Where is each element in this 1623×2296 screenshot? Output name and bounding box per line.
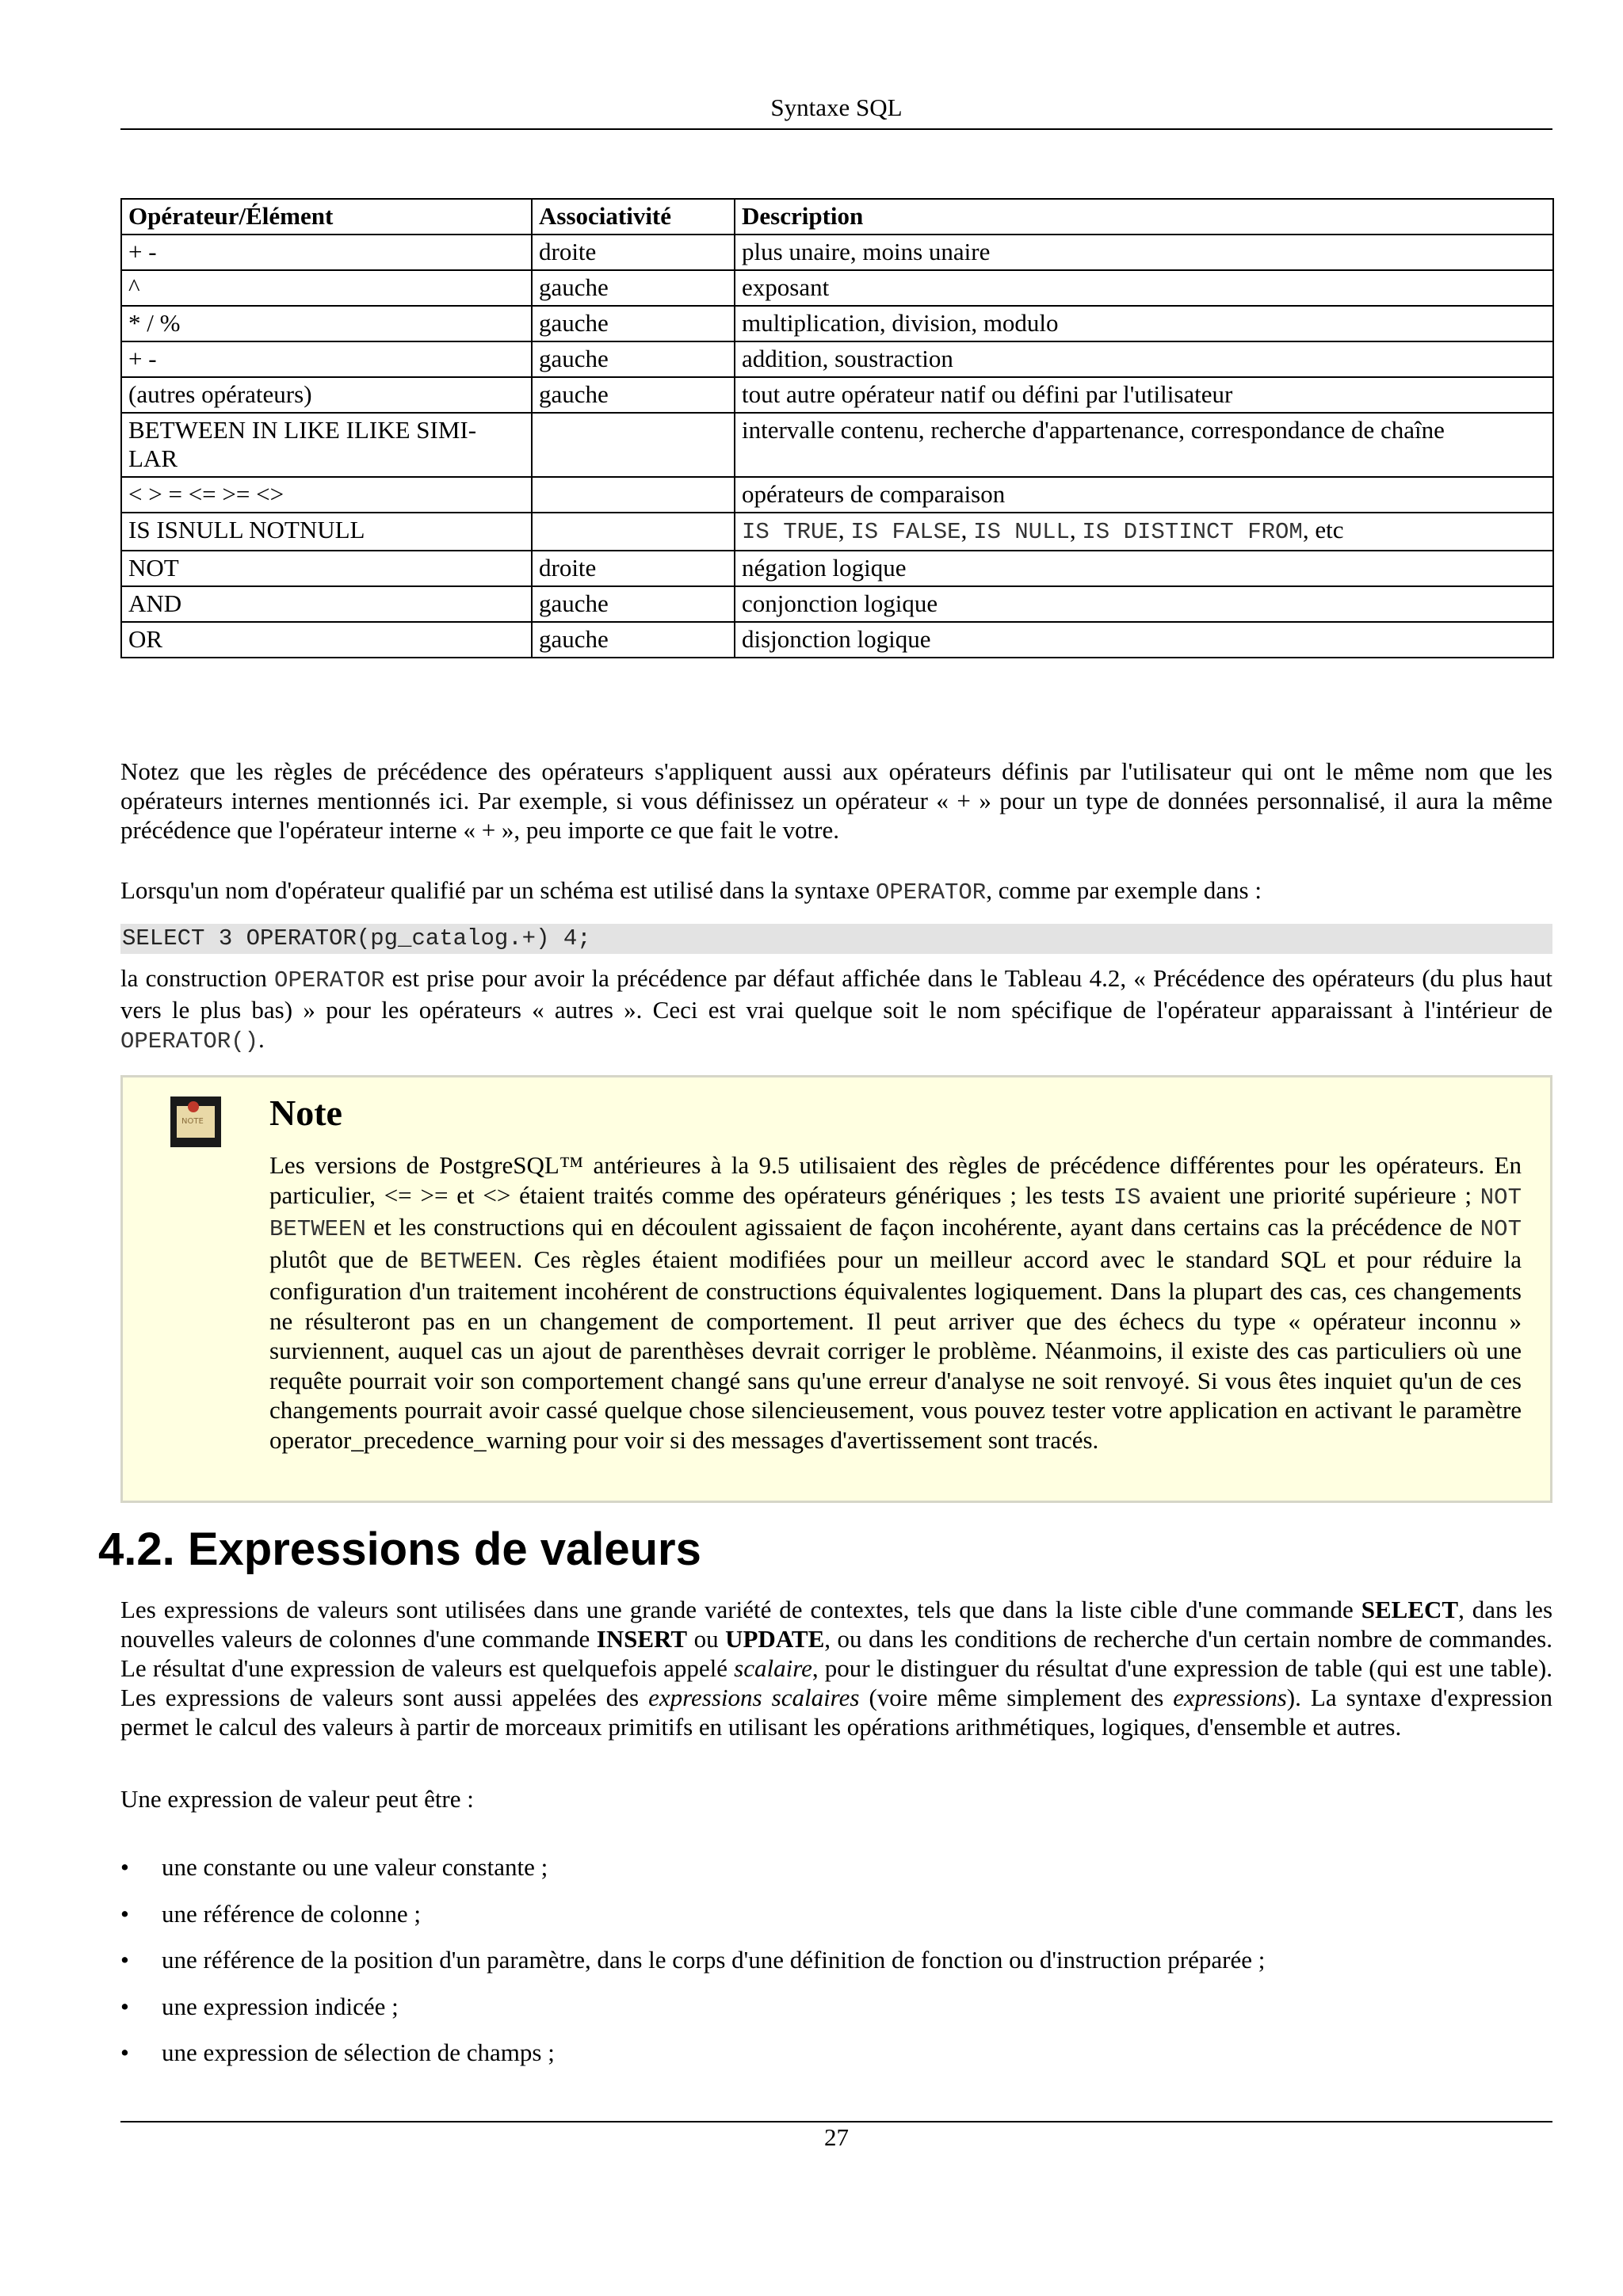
- code-is-true: IS TRUE: [742, 519, 838, 545]
- keyword-insert: INSERT: [596, 1625, 688, 1653]
- bullet-icon: •: [120, 1853, 129, 1881]
- value-expression-list: [120, 1852, 1552, 2084]
- note-body: Les versions de PostgreSQL™ antérieures à la 9.5 utilisaient des règles de précédence différentes pour les opérateurs. En particulier, <= >= et <> étaient traités comme des opérateurs génériques ; les tests IS avaient une priorité supérieure ; NOT BETWEEN et les constructions qui en découlent agissaient de façon incohérente, ayant dans certains cas la précédence de NOT plutôt que de BETWEEN. Ces règles étaient modifiées pour un meilleur accord avec le standard SQL et pour réduire la configuration d'un traitement incohérent de constructions équivalentes logiquement. Dans la plupart des cas, ces changements ne résulteront pas en un changement de comportement. Il peut arriver que des échecs du type « opérateur inconnu » surviennent, auquel cas un ajout de parenthèses devrait corriger le problème. Néanmoins, il existe des cas particuliers où une requête pourrait voir son comportement changé sans qu'une erreur d'analyse ne soit renvoyé. Si vous êtes inquiet qu'un de ces changements pourrait avoir cassé quelque chose silencieusement, vous pouvez tester votre application en activant le paramètre operator_precedence_warning pour voir si des messages d'avertissement sont tracés.: [269, 1151, 1522, 1454]
- description-cell: plus unaire, moins unaire: [735, 235, 1553, 270]
- running-header: Syntaxe SQL: [770, 93, 903, 121]
- bullet-icon: •: [120, 1946, 129, 1974]
- list-item: • une référence de la position d'un paramètre, dans le corps d'une définition de fonction ou d'instruction préparée ;: [120, 1946, 1266, 1974]
- operator-cell: + -: [121, 235, 532, 270]
- operator-cell: AND: [121, 586, 532, 622]
- associativity-cell: [532, 513, 735, 551]
- table-row: [121, 341, 1553, 377]
- associativity-cell: gauche: [532, 306, 735, 341]
- description-cell: IS TRUE, IS FALSE, IS NULL, IS DISTINCT FROM, etc: [735, 513, 1553, 551]
- header-rule: [120, 128, 1552, 130]
- description-cell: opérateurs de comparaison: [735, 477, 1553, 513]
- inline-code: OPERATOR: [274, 967, 385, 994]
- operator-cell: ^: [121, 270, 532, 306]
- inline-code: IS: [1113, 1184, 1141, 1211]
- table-header-row: [121, 199, 1553, 235]
- associativity-cell: gauche: [532, 270, 735, 306]
- list-item: • une expression indicée ;: [120, 1992, 399, 2020]
- note-admonition: [120, 1075, 1552, 1503]
- value-expressions-paragraph: Les expressions de valeurs sont utilisées dans une grande variété de contextes, tels que dans la liste cible d'une commande SELECT, dans les nouvelles valeurs de colonnes d'une commande INSERT ou UPDATE, ou dans les conditions de recherche d'un certain nombre de commandes. Le résultat d'une expression de valeurs est quelquefois appelé scalaire, pour le distinguer du résultat d'une expression de table (qui est une table). Les expressions de valeurs sont aussi appelées des expressions scalaires (voire même simplement des expressions). La syntaxe d'expression permet le calcul des valeurs à partir de morceaux primitifs en utilisant les opérations arithmétiques, logiques, d'ensemble et autres.: [120, 1596, 1553, 1741]
- code-example: SELECT 3 OPERATOR(pg_catalog.+) 4;: [120, 924, 1552, 954]
- table-row: [121, 622, 1553, 658]
- operator-cell: * / %: [121, 306, 532, 341]
- bullet-icon: •: [120, 2039, 129, 2066]
- table-row: [121, 413, 1553, 477]
- footer-rule: [120, 2121, 1552, 2122]
- term-scalaire: scalaire: [734, 1654, 812, 1682]
- term-expressions: expressions: [1173, 1684, 1287, 1711]
- operator-cell: < > = <= >= <>: [121, 477, 532, 513]
- associativity-cell: droite: [532, 551, 735, 586]
- list-item: • une expression de sélection de champs ;: [120, 2039, 555, 2066]
- bullet-icon: •: [120, 1992, 129, 2020]
- table-row: [121, 551, 1553, 586]
- description-cell: addition, soustraction: [735, 341, 1553, 377]
- term-expressions-scalaires: expressions scalaires: [648, 1684, 860, 1711]
- code-is-false: IS FALSE: [850, 519, 961, 545]
- description-cell: intervalle contenu, recherche d'appartenance, correspondance de chaîne: [735, 413, 1553, 477]
- operator-cell: IS ISNULL NOTNULL: [121, 513, 532, 551]
- description-cell: négation logique: [735, 551, 1553, 586]
- keyword-update: UPDATE: [725, 1625, 825, 1653]
- column-header: Opérateur/Élément: [121, 199, 532, 235]
- operator-precedence-table: [120, 198, 1554, 658]
- operator-cell: BETWEEN IN LIKE ILIKE SIMI- LAR: [121, 413, 532, 477]
- inline-code: NOT: [1480, 1216, 1522, 1242]
- column-header: Associativité: [532, 199, 735, 235]
- bullet-icon: •: [120, 1899, 129, 1928]
- operator-cell: (autres opérateurs): [121, 377, 532, 413]
- operator-construct-paragraph: la construction OPERATOR est prise pour avoir la précédence par défaut affichée dans le Tableau 4.2, « Précédence des opérateurs (du plus haut vers le plus bas) » pour les opérateurs « autres ». Ceci est vrai quelque soit le nom spécifique de l'opérateur apparaissant à l'intérieur de OPERATOR().: [120, 964, 1552, 1055]
- note-title: Note: [269, 1093, 342, 1133]
- associativity-cell: [532, 413, 735, 477]
- operator-cell: + -: [121, 341, 532, 377]
- inline-code: BETWEEN: [419, 1248, 517, 1275]
- associativity-cell: gauche: [532, 586, 735, 622]
- list-item: • une référence de colonne ;: [120, 1899, 422, 1928]
- description-cell: tout autre opérateur natif ou défini par l'utilisateur: [735, 377, 1553, 413]
- table-row: [121, 586, 1553, 622]
- page-number: 27: [824, 2123, 849, 2151]
- precedence-note-paragraph: Notez que les règles de précédence des opérateurs s'appliquent aussi aux opérateurs définis par l'utilisateur qui ont le même nom que les opérateurs internes mentionnés ici. Par exemple, si vous définissez un opérateur « + » pour un type de données personnalisé, il aura la même précédence que l'opérateur interne « + », peu importe ce que fait le votre.: [120, 757, 1552, 844]
- table-row: [121, 513, 1553, 551]
- column-header: Description: [735, 199, 1553, 235]
- note-icon: NOTE: [170, 1097, 221, 1147]
- associativity-cell: gauche: [532, 341, 735, 377]
- inline-code: OPERATOR: [875, 879, 987, 906]
- table-row: [121, 306, 1553, 341]
- operator-cell: OR: [121, 622, 532, 658]
- operator-cell: NOT: [121, 551, 532, 586]
- description-cell: disjonction logique: [735, 622, 1553, 658]
- inline-code: OPERATOR(): [120, 1028, 259, 1055]
- table-row: [121, 477, 1553, 513]
- list-item: • une constante ou une valeur constante ;: [120, 1853, 548, 1881]
- associativity-cell: gauche: [532, 622, 735, 658]
- section-heading: 4.2. Expressions de valeurs: [98, 1524, 701, 1575]
- associativity-cell: [532, 477, 735, 513]
- table-row: [121, 270, 1553, 306]
- description-cell: multiplication, division, modulo: [735, 306, 1553, 341]
- inline-code: NOT BETWEEN: [269, 1184, 1522, 1242]
- associativity-cell: droite: [532, 235, 735, 270]
- operator-syntax-paragraph: Lorsqu'un nom d'opérateur qualifié par un schéma est utilisé dans la syntaxe OPERATOR, comme par exemple dans :: [120, 876, 1262, 906]
- code-is-null: IS NULL: [973, 519, 1070, 545]
- table-row: [121, 377, 1553, 413]
- keyword-select: SELECT: [1361, 1596, 1459, 1623]
- description-cell: exposant: [735, 270, 1553, 306]
- description-cell: conjonction logique: [735, 586, 1553, 622]
- value-expression-intro: Une expression de valeur peut être :: [120, 1785, 474, 1813]
- table-row: [121, 235, 1553, 270]
- code-is-distinct-from: IS DISTINCT FROM: [1082, 519, 1303, 545]
- associativity-cell: gauche: [532, 377, 735, 413]
